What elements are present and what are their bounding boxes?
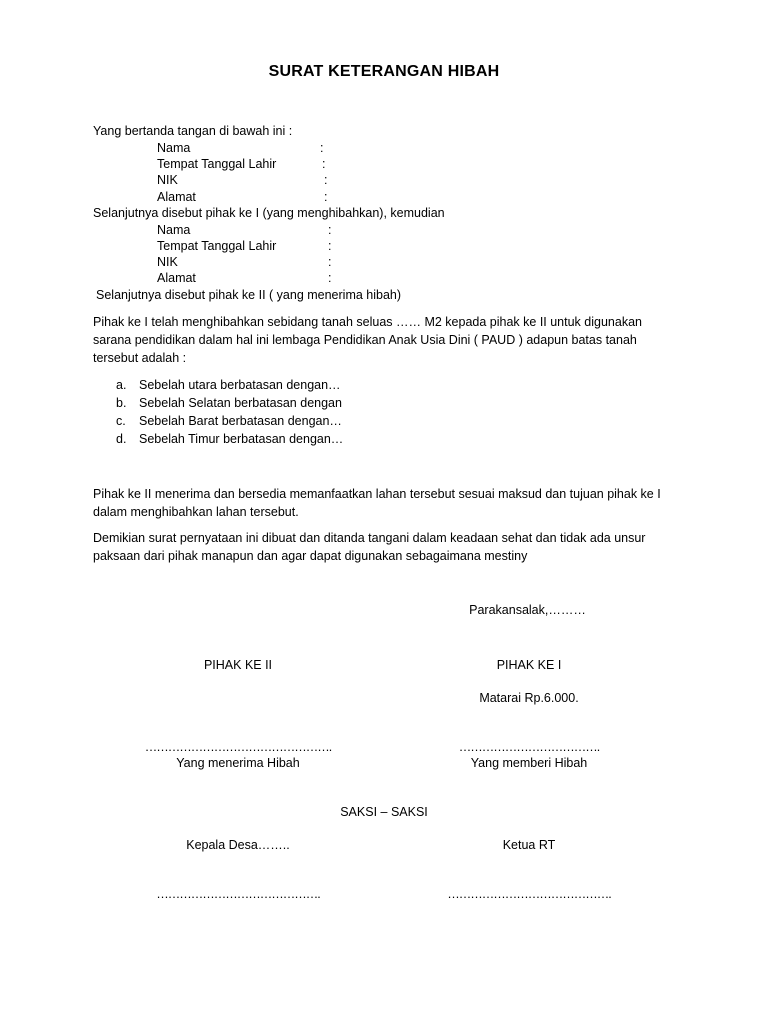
list-marker: c. <box>116 414 126 428</box>
party1-closing-text: Selanjutnya disebut pihak ke I (yang menghibahkan), kemudian <box>93 206 445 220</box>
witness-heading: SAKSI – SAKSI <box>340 805 428 819</box>
document-title: SURAT KETERANGAN HIBAH <box>268 63 500 80</box>
list-item-text: Sebelah Barat berbatasan dengan… <box>139 414 342 428</box>
witness-left-line: ……………………………………. <box>156 887 320 901</box>
sig-right-line: ………………………………. <box>458 740 600 754</box>
acceptance-paragraph: Pihak ke II menerima dan bersedia memanfaatkan lahan tersebut sesuai maksud dan tujuan pihak ke I dalam menghibahkan lahan tersebut. <box>93 487 661 519</box>
sig-right-heading: PIHAK KE I <box>496 658 562 672</box>
party2-birth-label: Tempat Tanggal Lahir <box>157 239 277 253</box>
party1-name-colon: : <box>320 141 324 155</box>
witness-right-title: Ketua RT <box>502 838 556 852</box>
party1-nik-colon: : <box>324 173 328 187</box>
list-marker: d. <box>116 432 127 446</box>
grant-paragraph: Pihak ke I telah menghibahkan sebidang tanah seluas …… M2 kepada pihak ke II untuk digunakan sarana pendidikan dalam hal ini lembaga Pendidikan Anak Usia Dini ( PAUD ) adapun batas tanah tersebut adalah : <box>93 315 642 365</box>
sig-left-heading: PIHAK KE II <box>203 658 273 672</box>
party2-name-label: Nama <box>157 223 191 237</box>
list-marker: a. <box>116 378 127 392</box>
declaration-paragraph: Demikian surat pernyataan ini dibuat dan ditanda tangani dalam keadaan sehat dan tidak ada unsur paksaan dari pihak manapun dan agar dapat digunakan sebagaimana mestiny <box>93 531 646 563</box>
stamp-note: Matarai Rp.6.000. <box>479 691 579 705</box>
list-item-text: Sebelah Selatan berbatasan dengan <box>139 396 342 410</box>
sig-left-line: …………………………………………. <box>144 740 332 754</box>
party2-birth-colon: : <box>328 239 332 253</box>
list-item-text: Sebelah utara berbatasan dengan… <box>139 378 341 392</box>
party2-nik-label: NIK <box>157 255 178 269</box>
party2-closing-text: Selanjutnya disebut pihak ke II ( yang menerima hibah) <box>96 288 402 302</box>
party1-address-label: Alamat <box>157 190 196 204</box>
place-date: Parakansalak,……… <box>469 603 586 617</box>
party2-name-colon: : <box>328 223 332 237</box>
party1-name-label: Nama <box>157 141 191 155</box>
party1-birth-colon: : <box>322 157 326 171</box>
party1-address-colon: : <box>324 190 328 204</box>
witness-left-title: Kepala Desa…….. <box>186 838 290 852</box>
intro-text: Yang bertanda tangan di bawah ini : <box>93 124 293 138</box>
party1-nik-label: NIK <box>157 173 178 187</box>
sig-right-caption: Yang memberi Hibah <box>470 756 588 770</box>
witness-right-line: ……………………………………. <box>447 887 611 901</box>
party1-birth-label: Tempat Tanggal Lahir <box>157 157 277 171</box>
list-item-text: Sebelah Timur berbatasan dengan… <box>139 432 344 446</box>
party2-address-colon: : <box>328 271 332 285</box>
list-marker: b. <box>116 396 127 410</box>
sig-left-caption: Yang menerima Hibah <box>176 756 300 770</box>
party2-nik-colon: : <box>328 255 332 269</box>
party2-address-label: Alamat <box>157 271 196 285</box>
